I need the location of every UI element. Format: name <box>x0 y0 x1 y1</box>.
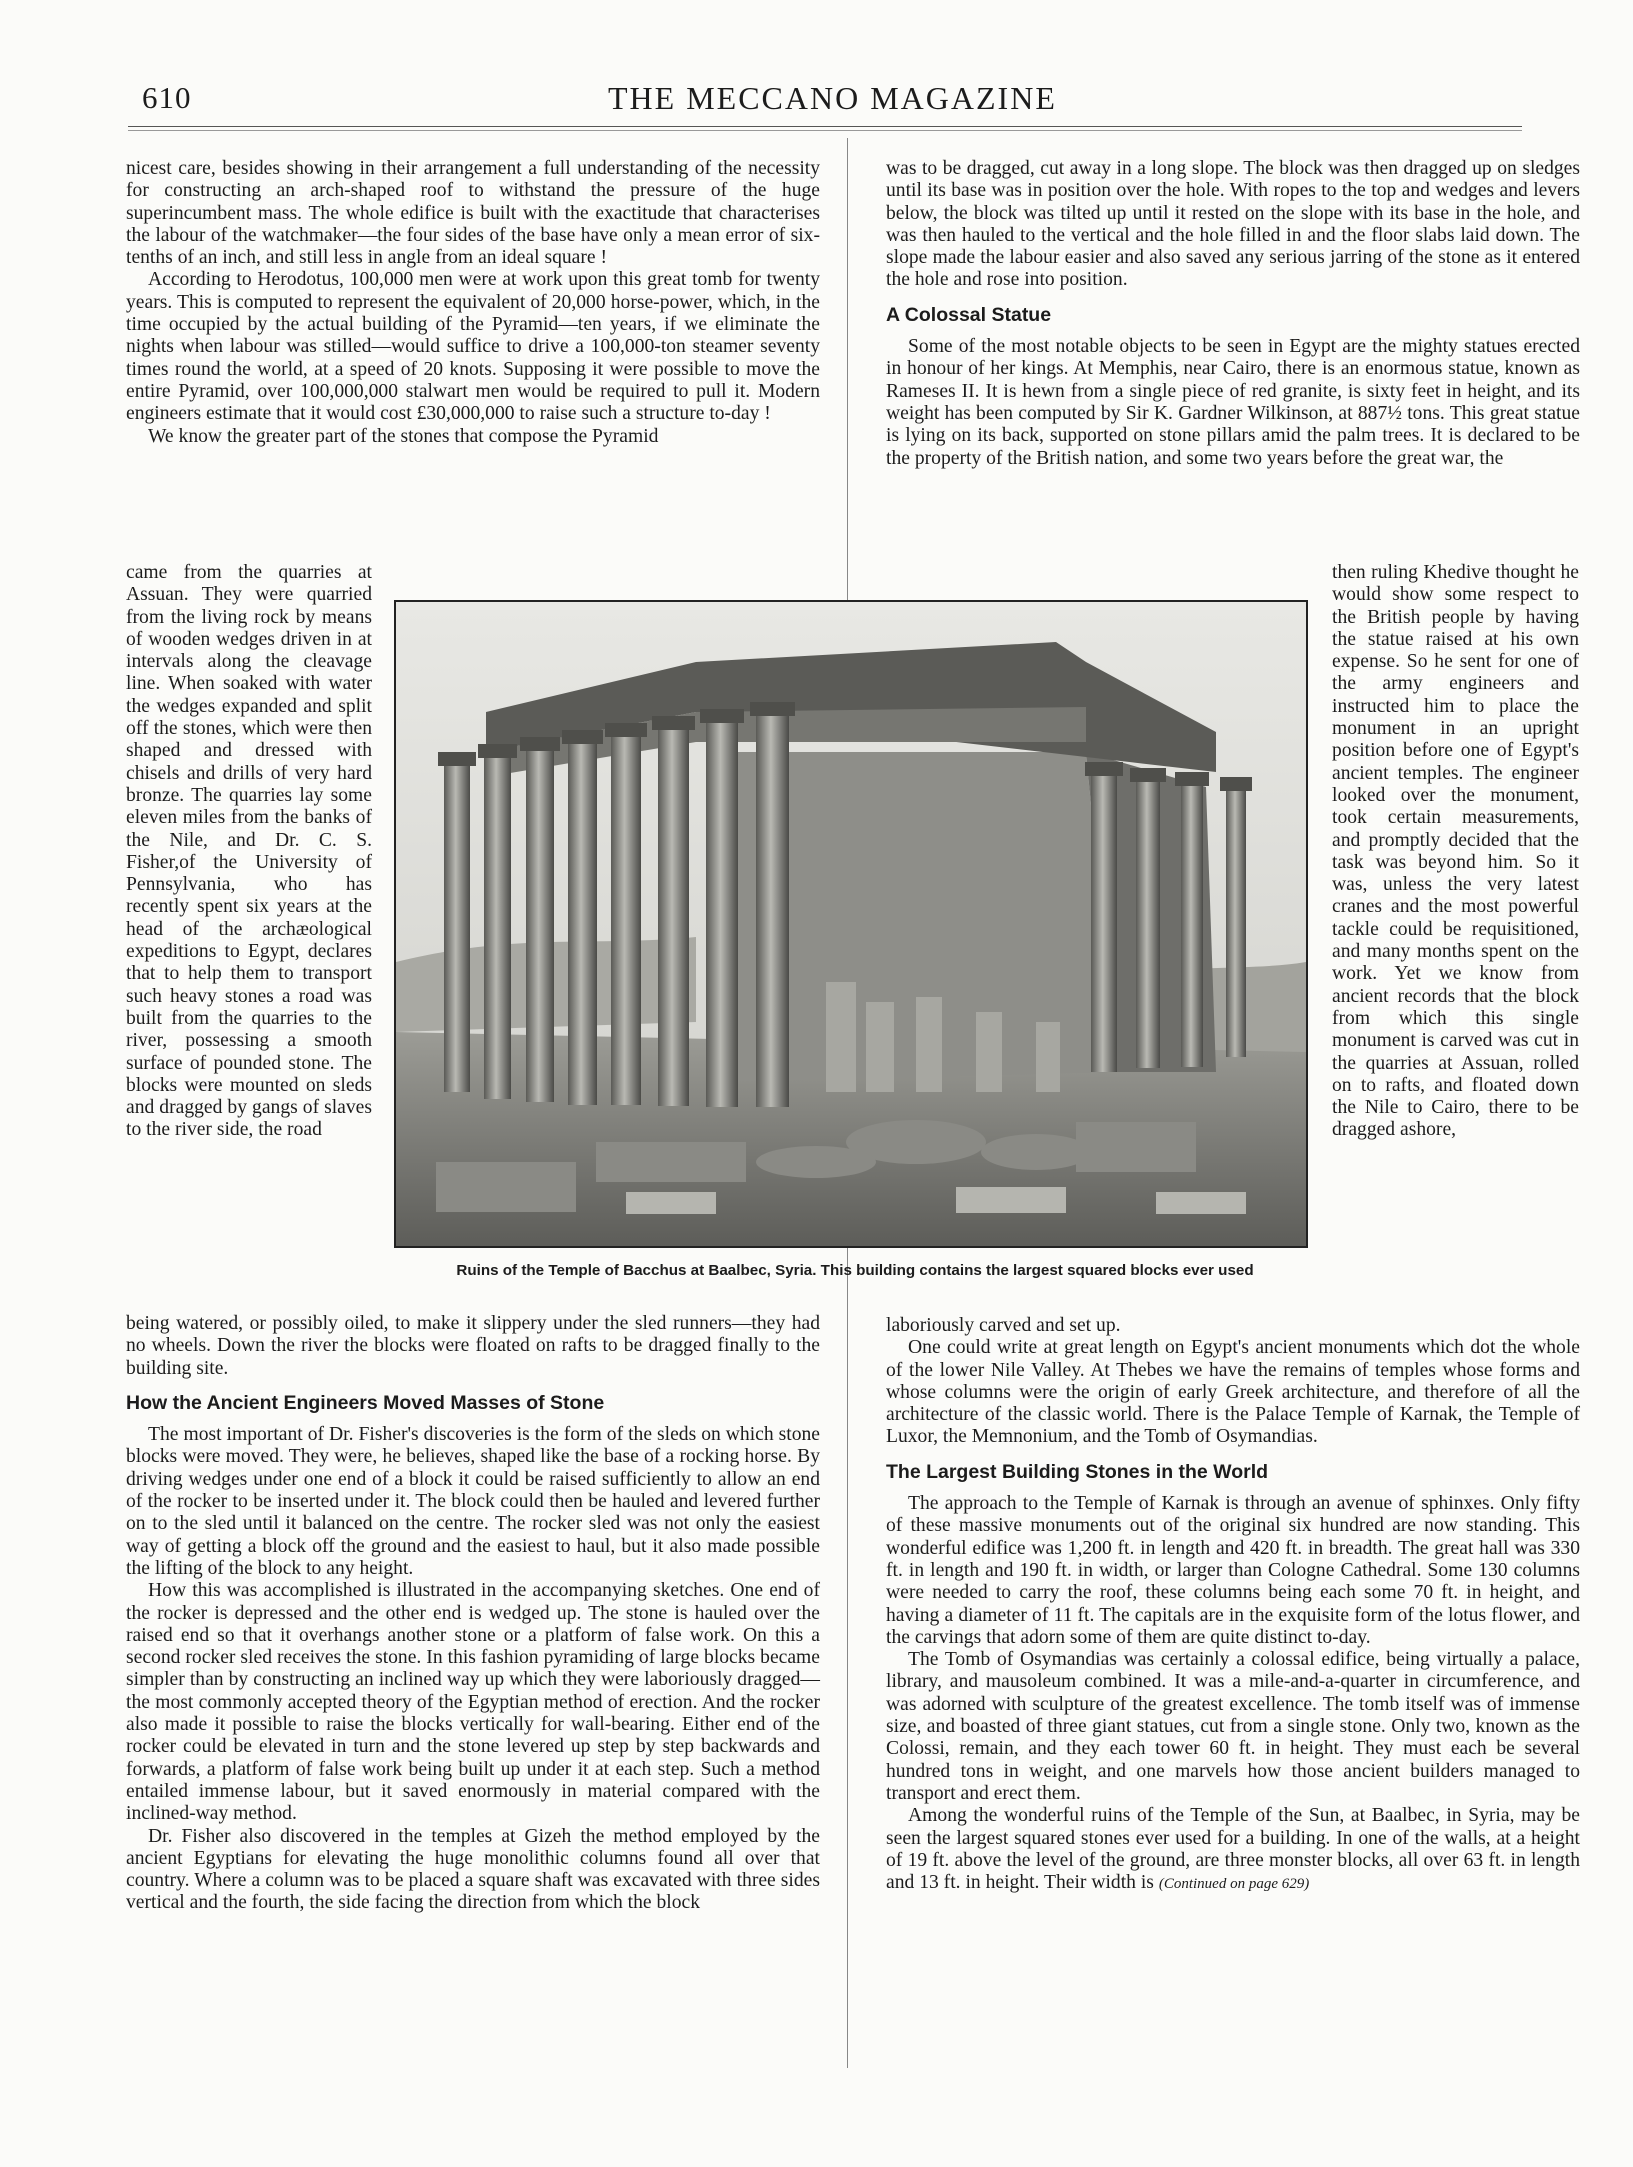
paragraph: laboriously carved and set up. <box>886 1315 1121 1336</box>
paragraph: Some of the most notable objects to be seen in Egypt are the mighty statues erected in honour of her kings. At Memphis, near Cairo, there is an enormous statue, known as Rameses II. It is hewn from a single piece of red granite, is sixty feet in height, and its weight has been computed by Sir K. Gardner Wilkinson, at 887½ tons. This great statue is lying on its back, supported on stone pillars amid the palm trees. It is declared to be the property of the British nation, and some two years before the great war, the <box>886 336 1580 469</box>
paragraph: According to Herodotus, 100,000 men were at work upon this great tomb for twenty years. This is computed to represent the equivalent of 20,000 horse-power, which, in the time occupied by the actual building of the Pyramid—ten years, if we eliminate the nights when labour was stilled—would suffice to drive a 100,000-ton steamer seventy times round the world, at a speed of 20 knots. Supposing it were possible to move the entire Pyramid, over 100,000,000 stalwart men would be required to pull it. Modern engineers estimate that it would cost £30,000,000 to raise such a structure to-day ! <box>126 269 820 425</box>
paragraph: How this was accomplished is illustrated in the accompanying sketches. One end of the rocker is depressed and the other end is wedged up. The stone is hauled over the raised end so that it overhangs another stone or a platform of false work. On this a second rocker sled receives the stone. In this fashion pyramiding of large blocks became simpler than by constructing an inclined way up which they were laboriously dragged—the most commonly accepted theory of the Egyptian method of erection. And the rocker also made it possible to raise the blocks vertically for wall-bearing. Either end of the rocker could be elevated in turn and the stone levered up step by step backwards and forwards, a platform of false work being built up under it at each step. Such a method entailed immense labour, but it saved enormously in material compared with the inclined-way method. <box>126 1580 820 1825</box>
paragraph: then ruling Khedive thought he would show some respect to the British people by having the statue raised at his own expense. So he sent for one of the army engineers and instructed him to place the monument in an upright position before one of Egypt's ancient temples. The engineer looked over the monument, took certain measurements, and promptly decided that the task was beyond him. So it was, unless the very latest cranes and the most powerful tackle could be requisitioned, and many months spent on the work. Yet we know from ancient records that the block from which this single monument is carved was cut in the quarries at Assuan, rolled on to rafts, and floated down the Nile to Cairo, there to be dragged ashore, <box>1332 562 1579 1141</box>
header-rule-secondary <box>128 130 1522 131</box>
section-heading: How the Ancient Engineers Moved Masses of Stone <box>126 1391 605 1414</box>
paragraph: was to be dragged, cut away in a long slope. The block was then dragged up on sledges until its base was in position over the hole. With ropes to the top and wedges and levers below, the block was tilted up until it rested on the slope with its base in the hole, and was then hauled to the vertical and the hole filled in and the floor slabs laid down. The slope made the labour easier and also saved any serious jarring of the stone as it entered the hole and rose into position. <box>886 158 1580 291</box>
figure-caption: Ruins of the Temple of Bacchus at Baalbec, Syria. This building contains the largest squared blocks ever used <box>456 1262 1254 1279</box>
left-narrow-column <box>126 562 372 1142</box>
left-column-bottom <box>126 1313 820 1915</box>
continued-note: (Continued on page 629) <box>1158 1876 1310 1893</box>
page-number: 610 <box>142 80 192 115</box>
paragraph: One could write at great length on Egypt's ancient monuments which dot the whole of the lower Nile Valley. At Thebes we have the remains of temples whose forms and whose columns were the origin of early Greek architecture, and therefore of all the architecture of the classic world. There is the Palace Temple of Karnak, the Temple of Luxor, the Memnonium, and the Tomb of Osymandias. <box>886 1337 1580 1448</box>
section-heading: The Largest Building Stones in the World <box>886 1460 1269 1483</box>
left-column-top <box>126 158 820 448</box>
paragraph: Dr. Fisher also discovered in the temples at Gizeh the method employed by the ancient Egyptians for elevating the huge monolithic columns found all over that country. Where a column was to be placed a square shaft was excavated with three sides vertical and the fourth, the side facing the direction from which the block <box>126 1825 820 1914</box>
temple-illustration <box>396 602 1306 1246</box>
header-rule <box>128 126 1522 127</box>
paragraph: The approach to the Temple of Karnak is through an avenue of sphinxes. Only fifty of these massive monuments out of the original six hundred are now standing. This wonderful edifice was 1,200 ft. in length and 420 ft. in breadth. The great hall was 330 ft. in length and 190 ft. in width, or larger than Cologne Cathedral. Some 130 columns were needed to carry the roof, these columns being each some 70 ft. in height, and having a diameter of 11 ft. The capitals are in the exquisite form of the lotus flower, and the carvings that adorn some of them are quite distinct to-day. <box>886 1493 1580 1648</box>
paragraph: We know the greater part of the stones that compose the Pyramid <box>148 425 659 447</box>
magazine-title: THE MECCANO MAGAZINE <box>608 80 1057 116</box>
paragraph: The Tomb of Osymandias was certainly a colossal edifice, being virtually a palace, library, and mausoleum combined. It was a mile-and-a-quarter in circumference, and was adorned with sculpture of the greatest excellence. The tomb itself was of immense size, and boasted of three giant statues, cut from a single stone. Only two, known as the Colossi, remain, and they each tower 60 ft. in height. They must each be several hundred tons in weight, and one marvels how those ancient builders managed to transport and erect them. <box>886 1649 1580 1804</box>
right-narrow-column <box>1332 562 1579 1142</box>
right-column-top <box>886 158 1580 470</box>
temple-photograph <box>394 600 1308 1248</box>
paragraph: came from the quarries at Assuan. They were quarried from the living rock by means of wooden wedges driven in at intervals along the cleavage line. When soaked with water the wedges expanded and split off the stones, which were then shaped and dressed with chisels and drills of very hard bronze. The quarries lay some eleven miles from the banks of the Nile, and Dr. C. S. Fisher,of the University of Pennsylvania, who has recently spent six years at the head of the archæological expeditions to Egypt, declares that to help them to transport such heavy stones a road was built from the quarries to the river, possessing a smooth surface of pounded stone. The blocks were mounted on sleds and dragged by gangs of slaves to the river side, the road <box>126 562 372 1141</box>
paragraph <box>886 1805 1580 1895</box>
paragraph: nicest care, besides showing in their arrangement a full understanding of the necessity for constructing an arch-shaped roof to withstand the pressure of the huge superincumbent mass. The whole edifice is built with the exactitude that characterises the labour of the watchmaker—the four sides of the base have only a mean error of six-tenths of an inch, and still less in angle from an ideal square ! <box>126 158 820 269</box>
paragraph-text: Among the wonderful ruins of the Temple of the Sun, at Baalbec, in Syria, may be seen the largest squared stones ever used for a building. In one of the walls, at a height of 19 ft. above the level of the ground, are three monster blocks, all over 63 ft. in length and 13 ft. in height. Their width is <box>886 1805 1580 1894</box>
paragraph: The most important of Dr. Fisher's discoveries is the form of the sleds on which stone blocks were moved. They were, he believes, shaped like the base of a rocking horse. By driving wedges under one end of a block it could be raised sufficiently to allow an end of the rocker to be inserted under it. The block could then be hauled and levered further on to the sled until it balanced on the centre. The rocker sled was not only the easiest way of getting a block off the ground and the easiest to haul, but it also made possible the lifting of the block to any height. <box>126 1424 820 1579</box>
section-heading: A Colossal Statue <box>886 303 1052 326</box>
paragraph: being watered, or possibly oiled, to make it slippery under the sled runners—they had no wheels. Down the river the blocks were floated on rafts to be dragged finally to the building site. <box>126 1313 820 1379</box>
right-column-bottom <box>886 1315 1580 1895</box>
